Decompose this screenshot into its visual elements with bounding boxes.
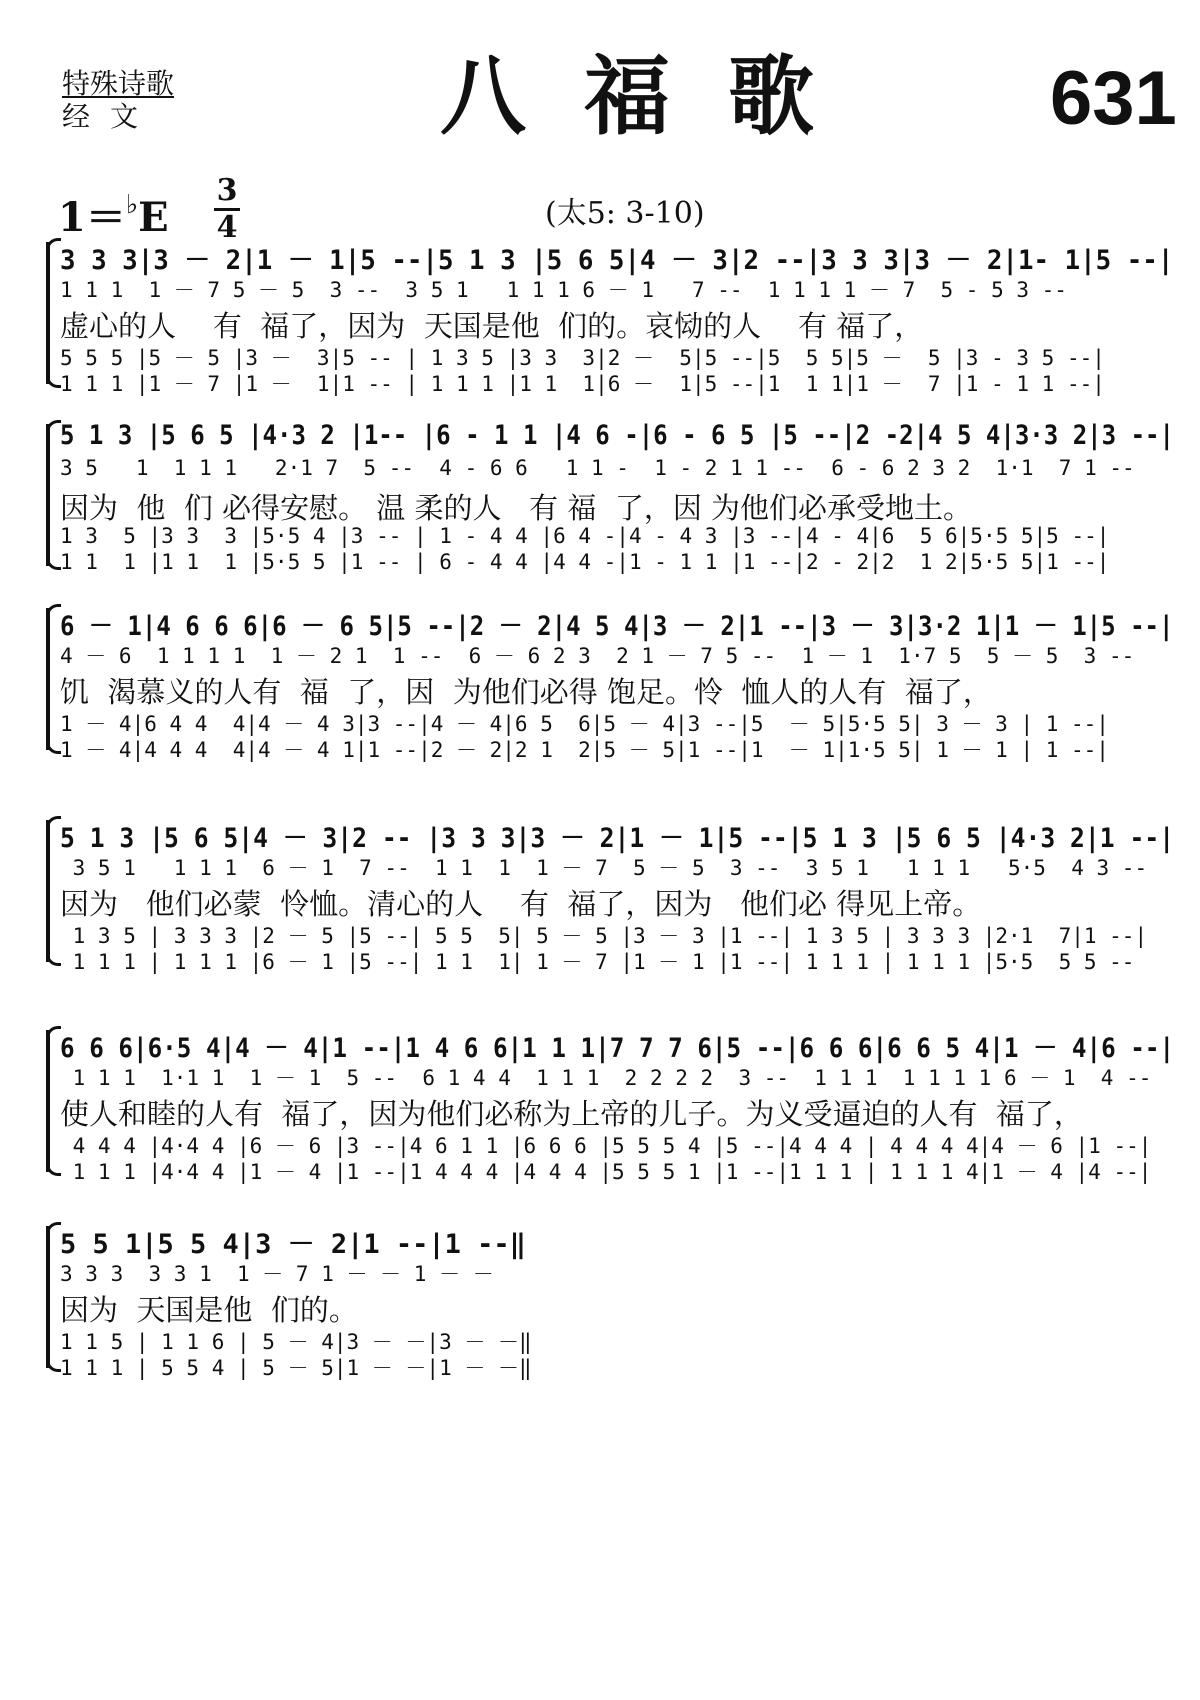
- score-system: [38, 1222, 558, 1380]
- lyrics-line: 因为 他们必蒙 怜恤。清心的人 有 福了，因为 他们必 得见上帝。: [60, 887, 982, 921]
- tenor-line: 4 4 4 |4·4 4 |6 － 6 |3 --|4 6 1 1 |6 6 6 |5 5 5 4 |5 --|4 4 4 | 4 4 4 4|4 － 6 |1 --|: [60, 1134, 1152, 1158]
- lyrics-line: 使人和睦的人有 福了，因为他们必称为上帝的儿子。为义受逼迫的人有 福了，: [60, 1097, 1083, 1131]
- system-brace: [38, 1026, 58, 1176]
- time-denominator: 4: [216, 210, 238, 245]
- lyrics-line: 因为 天国是他 们的。: [60, 1293, 358, 1327]
- tenor-line: 1 3 5 |3 3 3 |5·5 4 |3 -- | 1 - 4 4 |6 4 -|4 - 4 3 |3 --|4 - 4|6 5 6|5·5 5|5 --|: [60, 524, 1110, 548]
- flat-sign: ♭: [125, 190, 139, 220]
- alto-line: 1 1 1 1 － 7 5 － 5 3 -- 3 5 1 1 1 1 6 － 1 7 -- 1 1 1 1 － 7 5 - 5 3 --: [60, 278, 1067, 302]
- lyrics-line: 虚心的人 有 福了，因为 天国是他 们的。哀恸的人 有 福了，: [60, 309, 924, 343]
- system-brace: [38, 604, 58, 754]
- melody-line: 6 6 6|6·5 4|4 － 4|1 --|1 4 6 6|1 1 1|7 7 7 6|5 --|6 6 6|6 6 5 4|1 － 4|6 --|: [60, 1033, 1175, 1064]
- alto-line: 4 － 6 1 1 1 1 1 － 2 1 1 -- 6 － 6 2 3 2 1 － 7 5 -- 1 － 1 1·7 5 5 － 5 3 --: [60, 644, 1135, 668]
- bass-line: 1 1 1 | 1 1 1 |6 － 1 |5 --| 1 1 1| 1 － 7 |1 － 1 |1 --| 1 1 1 | 1 1 1 |5·5 5 5 --: [60, 950, 1135, 974]
- melody-line: 5 1 3 |5 6 5|4 － 3|2 -- |3 3 3|3 － 2|1 － 1|5 --|5 1 3 |5 6 5 |4·3 2|1 --|: [60, 823, 1175, 854]
- bass-line: 1 1 1 |4·4 4 |1 － 4 |1 --|1 4 4 4 |4 4 4 |5 5 5 1 |1 --|1 1 1 | 1 1 1 4|1 － 4 |4 --|: [60, 1160, 1152, 1184]
- alto-line: 3 5 1 1 1 1 6 － 1 7 -- 1 1 1 1 － 7 5 － 5 3 -- 3 5 1 1 1 1 5·5 4 3 --: [60, 856, 1148, 880]
- bass-line: 1 － 4|4 4 4 4|4 － 4 1|1 --|2 － 2|2 1 2|5 － 5|1 --|1 － 1|1·5 5| 1 － 1 | 1 --|: [60, 738, 1109, 762]
- category-label: 特殊诗歌: [62, 67, 175, 100]
- hymn-number: 631: [1050, 56, 1177, 141]
- system-brace: [38, 1222, 58, 1372]
- lyrics-line: 饥 渴慕义的人有 福 了，因 为他们必得 饱足。怜 恤人的人有 福了，: [60, 675, 992, 709]
- time-numerator: 3: [216, 173, 238, 208]
- bass-line: 1 1 1 |1 － 7 |1 － 1|1 -- | 1 1 1 |1 1 1|6 － 1|5 --|1 1 1|1 － 7 |1 - 1 1 --|: [60, 372, 1105, 396]
- time-signature: [214, 173, 240, 245]
- alto-line: 3 3 3 3 3 1 1 － 7 1 － － 1 － －: [60, 1262, 494, 1286]
- melody-line: 3 3 3|3 － 2|1 － 1|5 --|5 1 3 |5 6 5|4 － 3|2 --|3 3 3|3 － 2|1- 1|5 --|: [60, 245, 1174, 276]
- melody-line: 5 5 1|5 5 4|3 － 2|1 --|1 --‖: [60, 1229, 526, 1260]
- alto-line: 1 1 1 1·1 1 1 － 1 5 -- 6 1 4 4 1 1 1 2 2 2 2 3 -- 1 1 1 1 1 1 1 6 － 1 4 --: [60, 1066, 1152, 1090]
- score-system: [38, 604, 1178, 762]
- tenor-line: 1 － 4|6 4 4 4|4 － 4 3|3 --|4 － 4|6 5 6|5 － 4|3 --|5 － 5|5·5 5| 3 － 3 | 1 --|: [60, 712, 1109, 736]
- tenor-line: 1 3 5 | 3 3 3 |2 － 5 |5 --| 5 5 5| 5 － 5 |3 － 3 |1 --| 1 3 5 | 3 3 3 |2·1 7|1 --|: [60, 924, 1148, 948]
- system-brace: [38, 816, 58, 966]
- key-note: E: [138, 194, 169, 241]
- score-system: [38, 238, 1178, 396]
- key-signature: [58, 186, 169, 243]
- tenor-line: 5 5 5 |5 － 5 |3 － 3|5 -- | 1 3 5 |3 3 3|2 － 5|5 --|5 5 5|5 － 5 |3 - 3 5 --|: [60, 346, 1105, 370]
- system-brace: [38, 420, 58, 570]
- score-system: [38, 1026, 1178, 1184]
- score-system: [38, 816, 1178, 974]
- bass-line: 1 1 1 |1 1 1 |5·5 5 |1 -- | 6 - 4 4 |4 4 -|1 - 1 1 |1 --|2 - 2|2 1 2|5·5 5|1 --|: [60, 550, 1110, 574]
- melody-line: 5 1 3 |5 6 5 |4·3 2 |1-- |6 - 1 1 |4 6 -|6 - 6 5 |5 --|2 -2|4 5 4|3·3 2|3 --|: [60, 420, 1174, 451]
- alto-line: 3 5 1 1 1 1 2·1 7 5 -- 4 - 6 6 1 1 - 1 - 2 1 1 -- 6 - 6 2 3 2 1·1 7 1 --: [60, 456, 1135, 480]
- lyrics-line: 因为 他 们 必得安慰。 温 柔的人 有 福 了，因 为他们必承受地土。: [60, 491, 973, 525]
- key-label: 1＝: [58, 194, 126, 241]
- melody-line: 6 － 1|4 6 6 6|6 － 6 5|5 --|2 － 2|4 5 4|3 － 2|1 --|3 － 3|3·2 1|1 － 1|5 --|: [60, 611, 1174, 642]
- hymn-title: 八福歌: [440, 46, 872, 147]
- tenor-line: 1 1 5 | 1 1 6 | 5 － 4|3 － －|3 － －‖: [60, 1330, 532, 1354]
- category-sub-label: 经文: [62, 100, 159, 133]
- scripture-reference: (太5: 3-10): [545, 196, 705, 231]
- score-system: [38, 420, 1178, 574]
- system-brace: [38, 238, 58, 388]
- bass-line: 1 1 1 | 5 5 4 | 5 － 5|1 － －|1 － －‖: [60, 1356, 532, 1380]
